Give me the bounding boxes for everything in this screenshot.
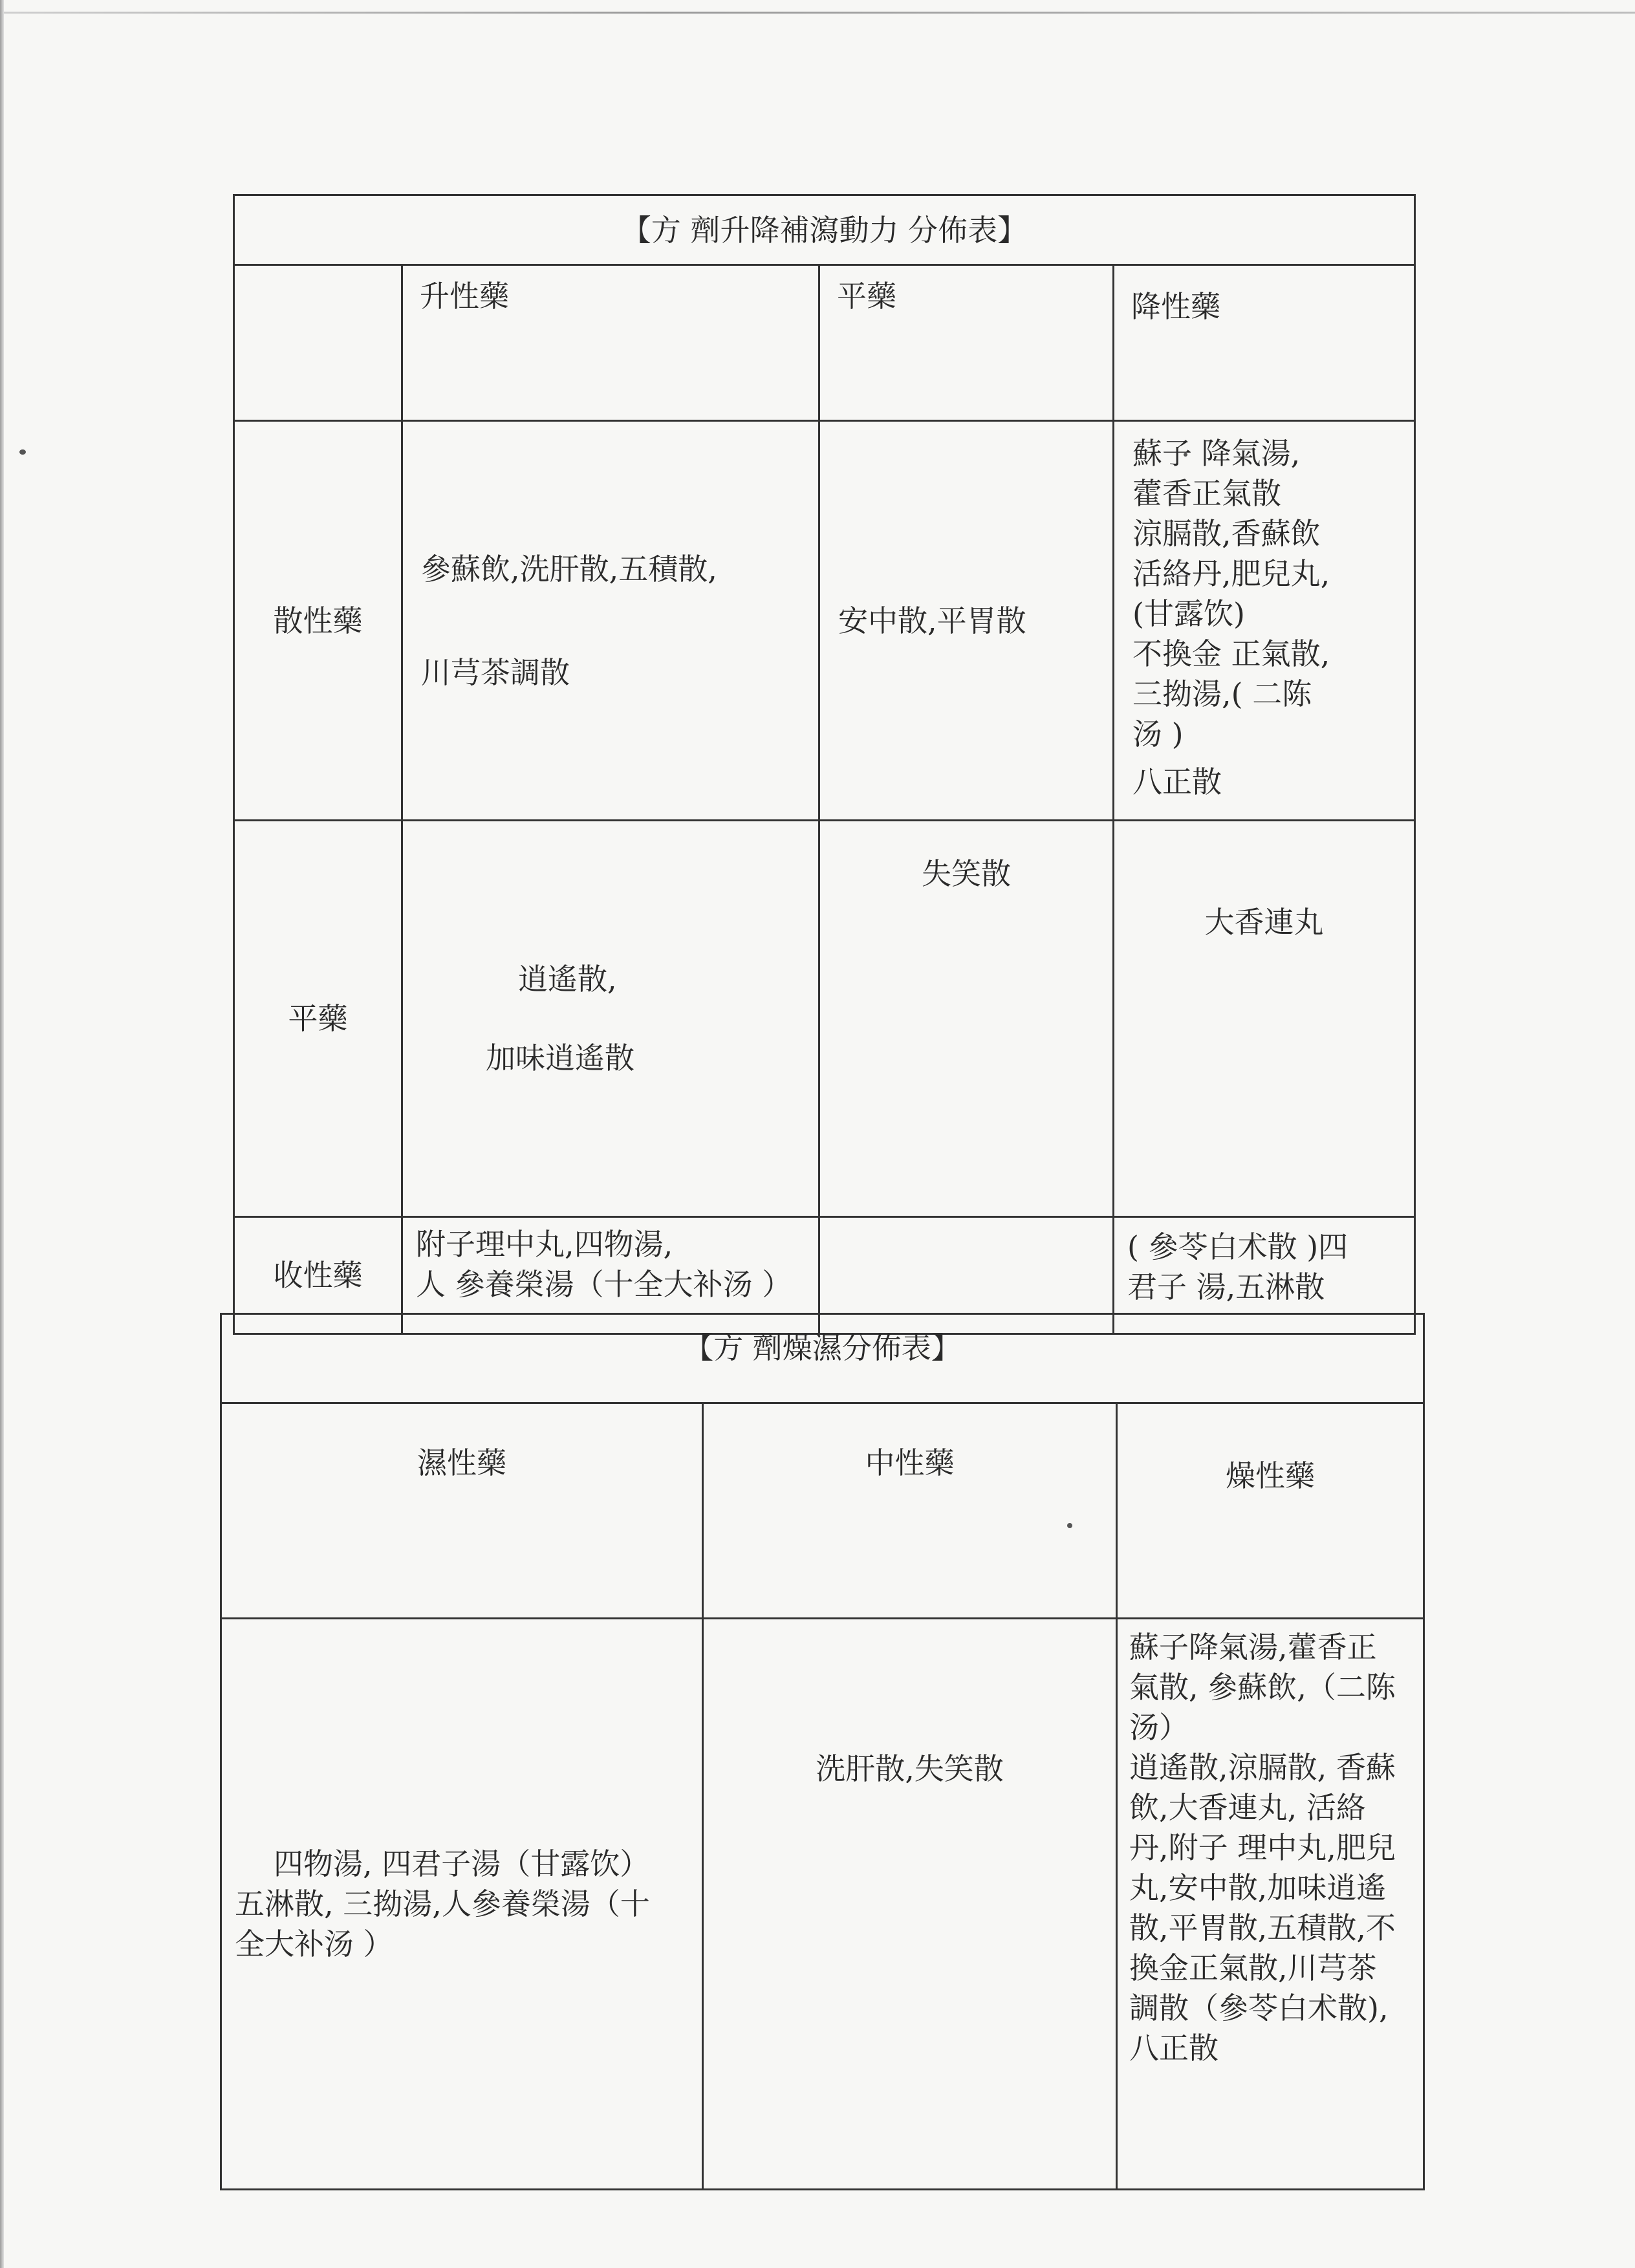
ascend-descend-distribution-table (233, 194, 1416, 1335)
col-header-neutral: 平藥 (819, 265, 1114, 421)
cell-line: 全大补汤 ） (235, 1927, 393, 1961)
row-header-neutral: 平藥 (234, 821, 402, 1217)
cell-line: 洗肝散,失笑散 (816, 1751, 1004, 1786)
cell-disperse-descend (1114, 421, 1415, 821)
col-header-neutral: 中性藥 (703, 1403, 1117, 1619)
col-header-wet: 濕性藥 (221, 1403, 703, 1619)
cell-line: 四物湯, 四君子湯（甘露饮） (274, 1846, 650, 1881)
table-title: 【方 劑燥濕分佈表】 (221, 1314, 1424, 1403)
cell-line: ( 參苓白术散 )四 (1127, 1229, 1348, 1264)
col-header-rise: 升性藥 (402, 265, 819, 421)
cell-line: 三拗湯,( 二陈 (1132, 676, 1312, 711)
cell-line: 涼膈散,香蘇飲 (1132, 516, 1321, 551)
cell-line: 不換金 正氣散, (1132, 636, 1330, 671)
cell-line: 活絡丹,肥兒丸, (1132, 556, 1330, 591)
cell-line: 逍遙散,涼膈散, 香蘇 (1129, 1750, 1396, 1785)
dry-wet-distribution-table (220, 1313, 1425, 2190)
cell-line: 川芎茶調散 (421, 654, 570, 690)
cell-line: 蘇子降氣湯,藿香正 (1129, 1630, 1377, 1665)
cell-line: 逍遙散, (518, 962, 617, 997)
cell-line: 散,平胃散,五積散,不 (1129, 1910, 1396, 1945)
cell-neutral-rise (402, 821, 819, 1217)
col-header-dry: 燥性藥 (1117, 1403, 1424, 1619)
cell-neutral-descend (1114, 821, 1415, 1217)
cell-line: 氣散, 參蘇飲,（二陈 (1129, 1670, 1396, 1705)
cell-disperse-neutral (819, 421, 1114, 821)
scan-speck (19, 449, 26, 455)
cell-line: 八正散 (1132, 764, 1222, 799)
cell-line: 附子理中丸,四物湯, (416, 1227, 673, 1262)
cell-line: 安中散,平胃散 (838, 603, 1026, 638)
row-header-disperse: 散性藥 (234, 421, 402, 821)
page-edge-left (0, 0, 4, 2268)
cell-neutral-neutral (819, 821, 1114, 1217)
cell-line: (甘露饮) (1132, 596, 1245, 631)
cell-line: 五淋散, 三拗湯,人參養榮湯（十 (235, 1886, 650, 1921)
cell-line: 汤） (1129, 1710, 1189, 1745)
cell-line: 調散（參苓白术散), (1129, 1991, 1389, 2025)
cell-line: 丹,附子 理中丸,肥兒 (1129, 1830, 1396, 1865)
row-header-astringe: 收性藥 (234, 1217, 402, 1334)
cell-line: 換金正氣散,川芎茶 (1129, 1950, 1377, 1985)
cell-dry (1117, 1619, 1424, 2190)
cell-line: 加味逍遙散 (486, 1041, 634, 1075)
cell-line: 藿香正氣散 (1132, 476, 1281, 511)
cell-line: 人 參養榮湯（十全大补汤 ） (416, 1267, 792, 1302)
cell-line: 大香連丸 (1204, 905, 1324, 940)
cell-line: 失笑散 (922, 856, 1011, 891)
cell-line: 汤 ) (1132, 717, 1184, 751)
corner-cell (234, 265, 402, 421)
cell-neutral (703, 1619, 1117, 2190)
cell-line: 丸,安中散,加味逍遙 (1129, 1870, 1387, 1905)
page-edge-top (0, 12, 1635, 14)
cell-disperse-rise (402, 421, 819, 821)
cell-wet (221, 1619, 703, 2190)
cell-line: 八正散 (1129, 2031, 1218, 2066)
cell-line: 參蘇飲,洗肝散,五積散, (421, 551, 717, 587)
cell-line: 君子 湯,五淋散 (1127, 1269, 1325, 1304)
cell-line: 蘇子 降氣湯, (1132, 436, 1301, 471)
cell-line: 飲,大香連丸, 活絡 (1129, 1790, 1366, 1825)
table-title: 【方 劑升降補瀉動力 分佈表】 (234, 195, 1415, 265)
col-header-descend: 降性藥 (1114, 265, 1415, 421)
